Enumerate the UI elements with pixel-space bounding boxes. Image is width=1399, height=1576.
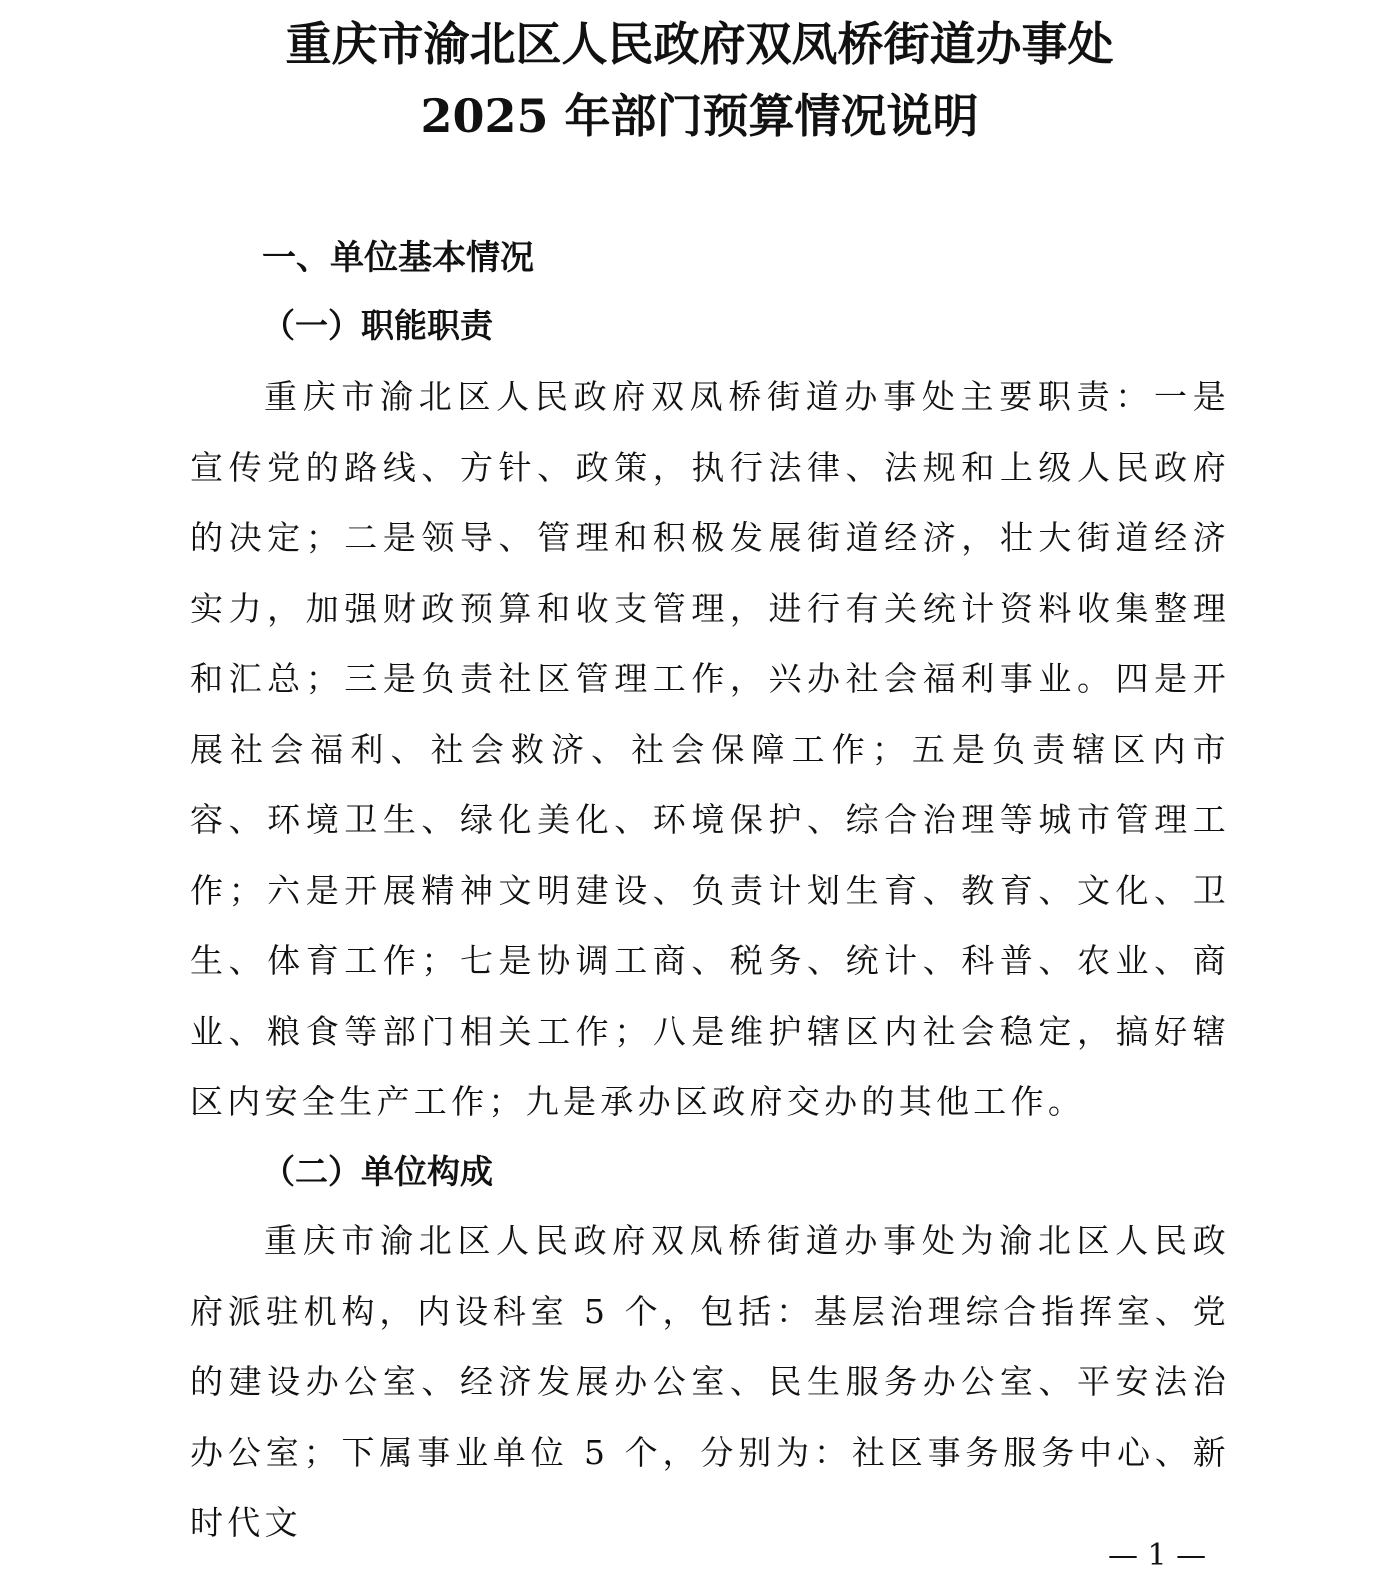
page-number: — 1 — [1108,1538,1207,1573]
subsection-heading-composition: （二）单位构成 [262,1152,493,1191]
paragraph-composition: 重庆市渝北区人民政府双凤桥街道办事处为渝北区人民政府派驻机构，内设科室 5 个，包括：基层治理综合指挥室、党的建设办公室、经济发展办公室、民生服务办公室、平安法治办公室；下属事业单位 5 个，分别为：社区事务服务中心、新时代文 [190,1221,1230,1542]
title-line-2: 2025 年部门预算情况说明 [420,89,979,143]
paragraph-functions: 重庆市渝北区人民政府双凤桥街道办事处主要职责：一是宣传党的路线、方针、政策，执行法律、法规和上级人民政府的决定；二是领导、管理和积极发展街道经济，壮大街道经济实力，加强财政预算和收支管理，进行有关统计资料收集整理和汇总；三是负责社区管理工作，兴办社会福利事业。四是开展社会福利、社会救济、社会保障工作；五是负责辖区内市容、环境卫生、绿化美化、环境保护、综合治理等城市管理工作；六是开展精神文明建设、负责计划生育、教育、文化、卫生、体育工作；七是协调工商、税务、统计、科普、农业、商业、粮食等部门相关工作；八是维护辖区内社会稳定，搞好辖区内安全生产工作；九是承办区政府交办的其他工作。 [190,377,1230,1121]
title-line-1: 重庆市渝北区人民政府双凤桥街道办事处 [285,17,1114,71]
section-heading-basic-info: 一、单位基本情况 [262,238,534,278]
subsection-heading-functions: （一）职能职责 [262,306,493,345]
document-title [0,10,1399,150]
